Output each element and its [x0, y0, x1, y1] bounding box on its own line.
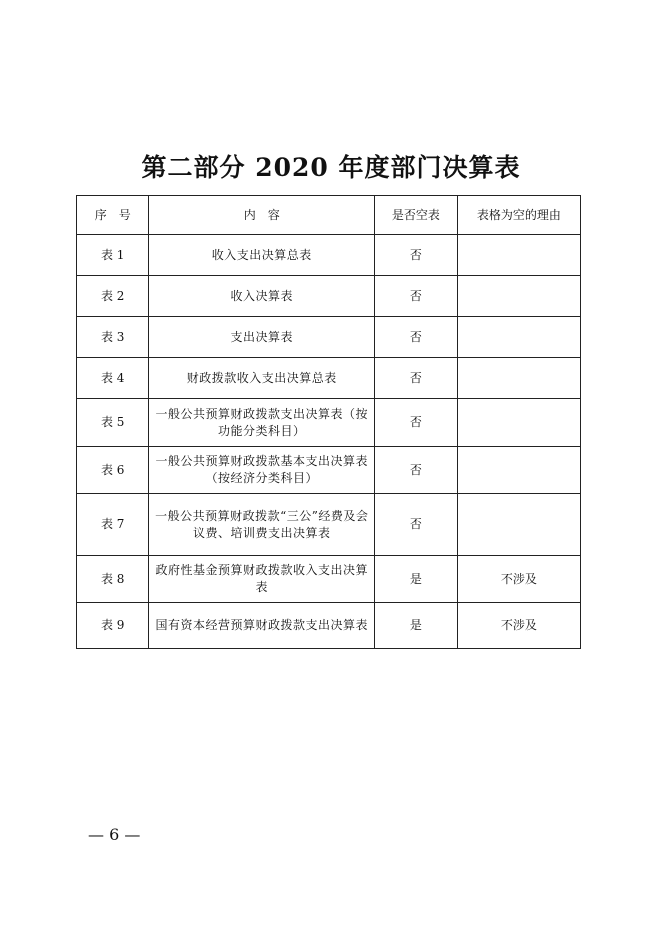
row-content: 国有资本经营预算财政拨款支出决算表 — [149, 603, 375, 649]
row-empty: 是 — [375, 603, 458, 649]
row-no: 表 8 — [77, 556, 149, 603]
row-no: 表 7 — [77, 494, 149, 556]
header-empty: 是否空表 — [375, 196, 458, 235]
row-no: 表 4 — [77, 358, 149, 399]
row-no: 表 6 — [77, 447, 149, 494]
row-no: 表 5 — [77, 399, 149, 447]
row-content: 一般公共预算财政拨款基本支出决算表（按经济分类科目） — [149, 447, 375, 494]
row-empty: 是 — [375, 556, 458, 603]
table-header-row — [77, 196, 581, 235]
table-row — [77, 235, 581, 276]
row-empty: 否 — [375, 276, 458, 317]
row-content: 一般公共预算财政拨款支出决算表（按功能分类科目） — [149, 399, 375, 447]
row-content: 政府性基金预算财政拨款收入支出决算表 — [149, 556, 375, 603]
table-row — [77, 494, 581, 556]
row-reason: 不涉及 — [457, 603, 580, 649]
table-row — [77, 556, 581, 603]
row-empty: 否 — [375, 317, 458, 358]
table-row — [77, 358, 581, 399]
page-title: 第二部分 2020 年度部门决算表 — [141, 153, 521, 182]
row-content: 财政拨款收入支出决算总表 — [149, 358, 375, 399]
row-reason: 不涉及 — [457, 556, 580, 603]
row-no: 表 2 — [77, 276, 149, 317]
table-row — [77, 399, 581, 447]
table-row — [77, 317, 581, 358]
header-no: 序 号 — [77, 196, 149, 235]
header-reason: 表格为空的理由 — [457, 196, 580, 235]
row-content: 支出决算表 — [149, 317, 375, 358]
row-reason — [457, 494, 580, 556]
row-reason — [457, 317, 580, 358]
row-reason — [457, 399, 580, 447]
row-content: 一般公共预算财政拨款“三公”经费及会议费、培训费支出决算表 — [149, 494, 375, 556]
row-empty: 否 — [375, 399, 458, 447]
budget-table — [76, 195, 581, 649]
row-no: 表 1 — [77, 235, 149, 276]
row-no: 表 9 — [77, 603, 149, 649]
row-no: 表 3 — [77, 317, 149, 358]
header-content: 内 容 — [149, 196, 375, 235]
row-empty: 否 — [375, 494, 458, 556]
row-reason — [457, 235, 580, 276]
row-empty: 否 — [375, 235, 458, 276]
row-reason — [457, 358, 580, 399]
table-row — [77, 276, 581, 317]
table-row — [77, 447, 581, 494]
row-content: 收入支出决算总表 — [149, 235, 375, 276]
row-content: 收入决算表 — [149, 276, 375, 317]
row-reason — [457, 276, 580, 317]
table-row — [77, 603, 581, 649]
row-empty: 否 — [375, 358, 458, 399]
row-reason — [457, 447, 580, 494]
page-number: — 6 — — [88, 825, 141, 844]
row-empty: 否 — [375, 447, 458, 494]
